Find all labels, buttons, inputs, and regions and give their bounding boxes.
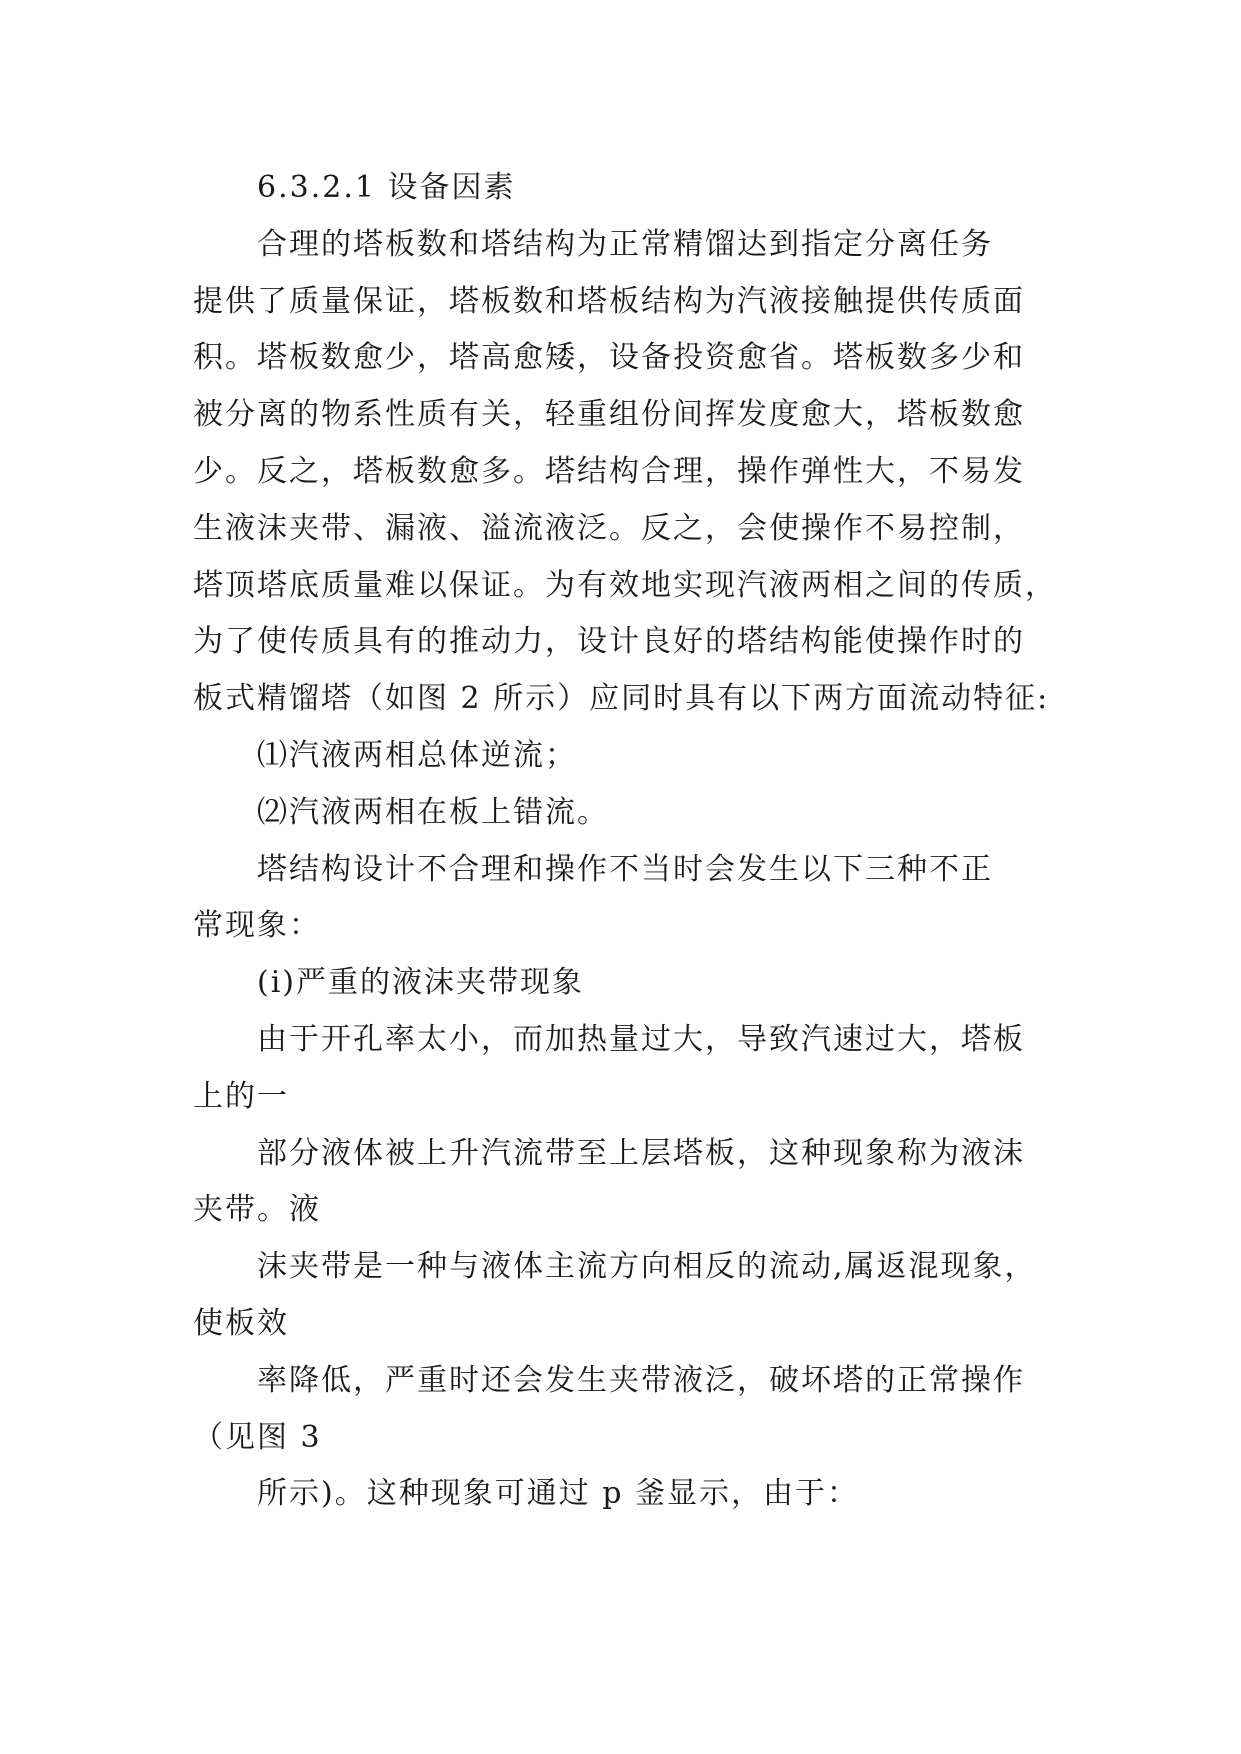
text-line: （见图 3 [193,1419,322,1455]
text-line: 被分离的物系性质有关，轻重组份间挥发度愈大，塔板数愈 [193,397,1025,433]
text-line: 积。塔板数愈少，塔高愈矮，设备投资愈省。塔板数多少和 [193,340,1025,376]
text-line: 上的一 [193,1078,289,1114]
text-line: 塔结构设计不合理和操作不当时会发生以下三种不正 [257,851,993,887]
text-line: 少。反之，塔板数愈多。塔结构合理，操作弹性大，不易发 [193,453,1025,489]
text-line: ⑵汽液两相在板上错流。 [257,794,609,830]
text-line: 由于开孔率太小，而加热量过大，导致汽速过大，塔板 [257,1021,1025,1057]
text-line: 所示)。这种现象可通过 p 釜显示，由于： [257,1476,859,1512]
text-line: 提供了质量保证，塔板数和塔板结构为汽液接触提供传质面 [193,283,1025,319]
text-line: 生液沫夹带、漏液、溢流液泛。反之，会使操作不易控制， [193,510,1025,546]
text-line: 6.3.2.1 设备因素 [257,170,516,205]
text-line: 合理的塔板数和塔结构为正常精馏达到指定分离任务 [257,226,993,262]
text-line: 常现象： [193,908,321,944]
text-line: 夹带。液 [193,1192,321,1228]
text-line: 塔顶塔底质量难以保证。为有效地实现汽液两相之间的传质， [193,567,1057,603]
text-line: 板式精馏塔（如图 2 所示）应同时具有以下两方面流动特征: [193,681,1050,717]
text-line: ⑴汽液两相总体逆流； [257,737,577,773]
text-line: 沫夹带是一种与液体主流方向相反的流动,属返混现象， [257,1249,1037,1285]
text-line: (i)严重的液沫夹带现象 [257,965,585,1001]
text-line: 部分液体被上升汽流带至上层塔板，这种现象称为液沫 [257,1135,1025,1171]
text-line: 为了使传质具有的推动力，设计良好的塔结构能使操作时的 [193,624,1025,660]
document-body [193,160,1073,1523]
text-line: 使板效 [193,1305,289,1341]
text-line: 率降低，严重时还会发生夹带液泛，破坏塔的正常操作 [257,1362,1025,1398]
